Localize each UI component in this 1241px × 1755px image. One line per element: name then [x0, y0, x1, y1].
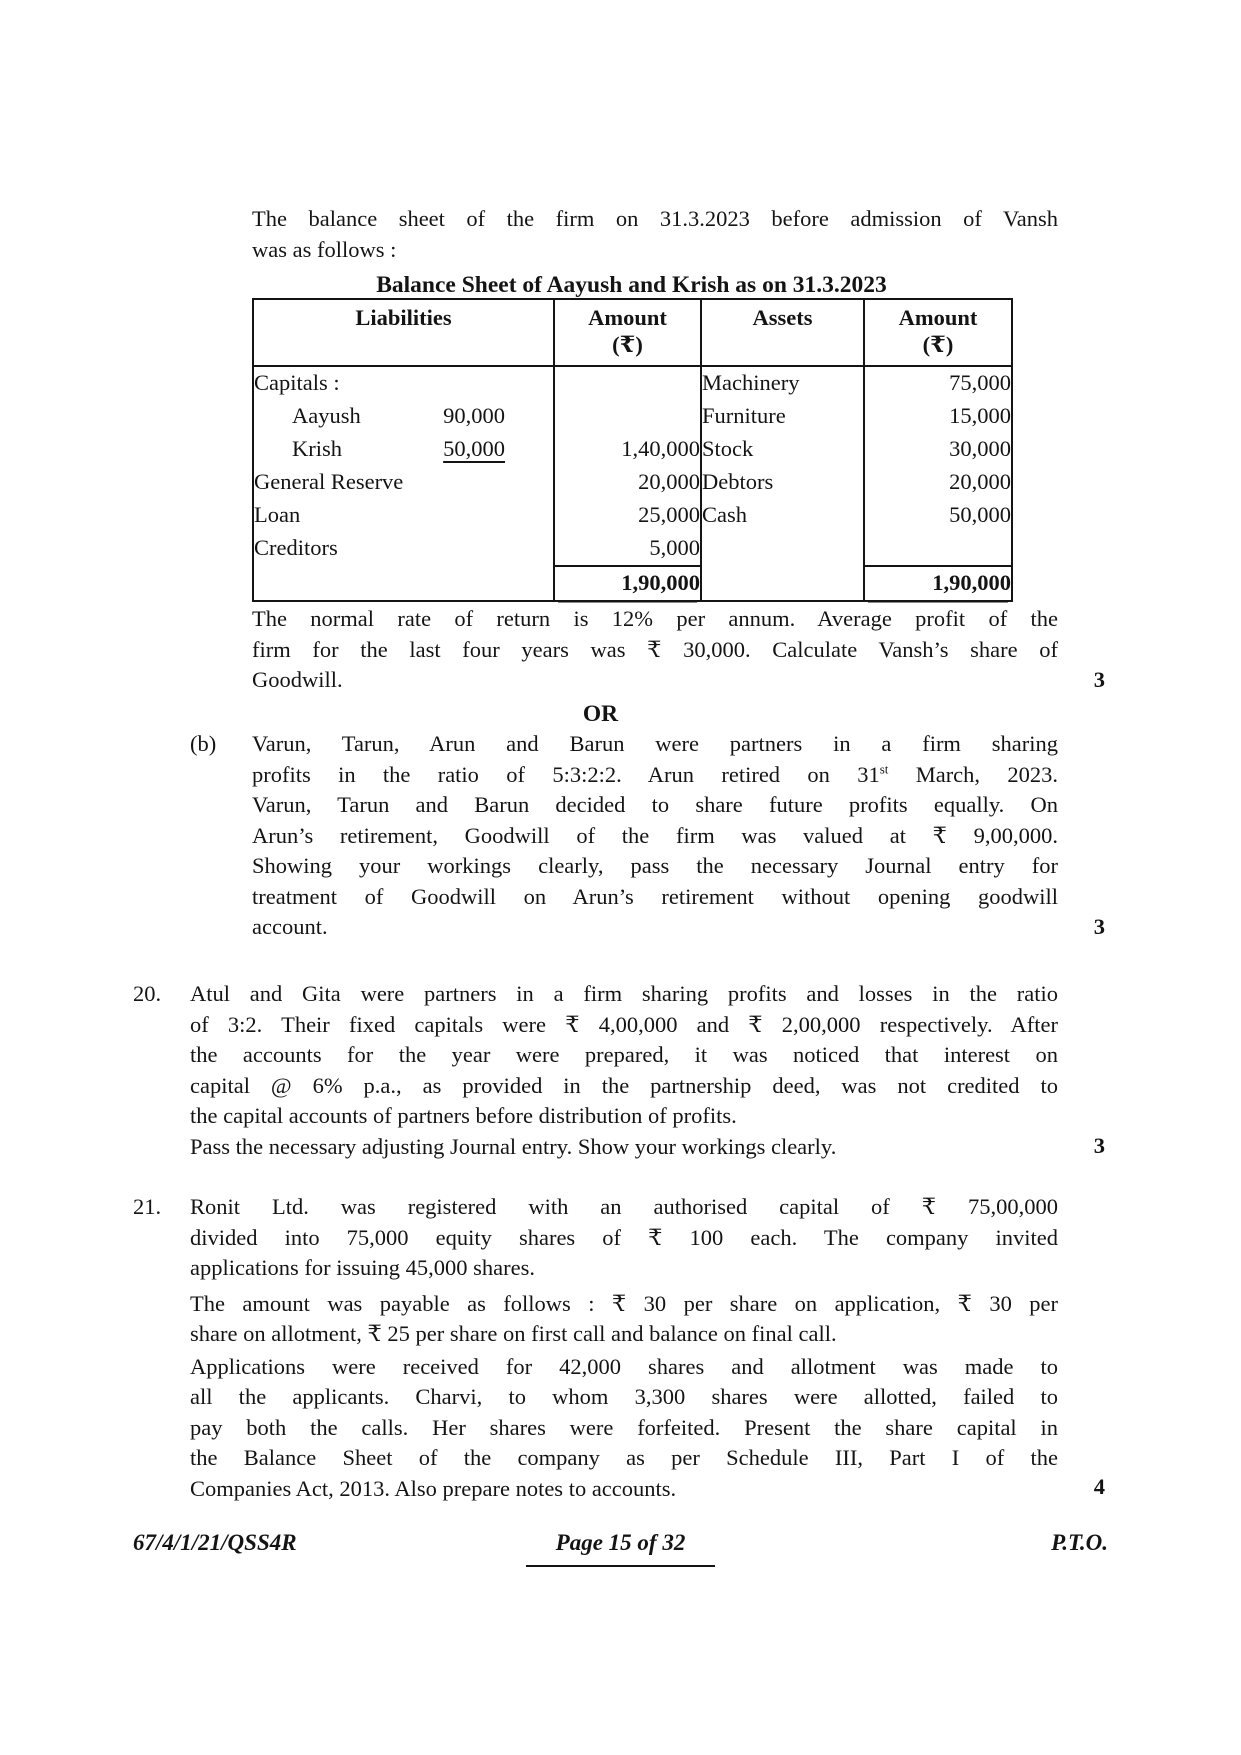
text-line: Showing your workings clearly, pass the necessary Journal entry for — [252, 853, 1058, 878]
text-line: Applications were received for 42,000 shares and allotment was made to — [190, 1353, 1058, 1379]
text-segment: March, 2023. — [888, 761, 1058, 787]
amount-cell — [554, 366, 701, 400]
marks-badge: 4 — [1093, 1474, 1105, 1499]
amount-cell: 20,000 — [864, 466, 1012, 499]
table-row — [253, 466, 1012, 499]
text-line: Varun, Tarun, Arun and Barun were partners in a firm sharing — [252, 731, 1058, 756]
capital-sub-amount: 50,000 — [443, 436, 505, 461]
part-b-label: (b) — [190, 731, 217, 756]
text-line: Ronit Ltd. was registered with an authorised capital of ₹ 75,00,000 — [190, 1194, 1058, 1219]
liability-cell — [253, 400, 554, 433]
asset-cell: Cash — [701, 499, 864, 532]
partner-name: Aayush — [292, 403, 361, 428]
text-segment: profits in the ratio of 5:3:2:2. Arun retired on 31 — [252, 761, 880, 787]
question-20-text — [190, 979, 1058, 1162]
text-line: account. — [252, 914, 328, 939]
text-line: divided into 75,000 equity shares of ₹ 100 each. The company invited — [190, 1224, 1058, 1250]
question-21-number: 21. — [133, 1194, 162, 1219]
text-line: the Balance Sheet of the company as per Schedule III, Part I of the — [190, 1445, 1058, 1470]
text-line: The normal rate of return is 12% per annum. Average profit of the — [252, 606, 1058, 631]
question-20-number: 20. — [133, 981, 162, 1006]
balance-sheet-table — [252, 298, 1013, 602]
text-line: all the applicants. Charvi, to whom 3,300 shares were allotted, failed to — [190, 1384, 1058, 1409]
q19a-question-text — [252, 604, 1058, 696]
or-separator: OR — [582, 701, 619, 727]
amount-cell: 75,000 — [864, 366, 1012, 400]
amount-cell: 1,40,000 — [554, 433, 701, 466]
table-total-row — [253, 566, 1012, 601]
balance-sheet-table-wrap — [252, 298, 1013, 602]
text-line: Pass the necessary adjusting Journal entry. Show your workings clearly. — [190, 1133, 837, 1159]
asset-cell: Stock — [701, 433, 864, 466]
text-line: Arun’s retirement, Goodwill of the firm was valued at ₹ 9,00,000. — [252, 822, 1058, 848]
amount-cell — [864, 532, 1012, 566]
asset-cell: Machinery — [701, 366, 864, 400]
text-line: capital @ 6% p.a., as provided in the partnership deed, was not credited to — [190, 1072, 1058, 1098]
asset-cell: Furniture — [701, 400, 864, 433]
liability-cell: General Reserve — [253, 466, 554, 499]
text-line: Varun, Tarun and Barun decided to share future profits equally. On — [252, 792, 1058, 817]
footer-pto-label: P.T.O. — [1051, 1530, 1108, 1555]
text-line: the capital accounts of partners before distribution of profits. — [190, 1103, 737, 1128]
text-line: pay both the calls. Her shares were forfeited. Present the share capital in — [190, 1414, 1058, 1440]
text-line: Goodwill. — [252, 667, 343, 692]
text-line: applications for issuing 45,000 shares. — [190, 1255, 535, 1280]
text-line: was as follows : — [252, 236, 397, 262]
liability-cell — [253, 566, 554, 601]
liability-cell: Loan — [253, 499, 554, 532]
table-row — [253, 499, 1012, 532]
amount-cell: 50,000 — [864, 499, 1012, 532]
col-header-assets: Assets — [701, 299, 864, 366]
amount-cell: 5,000 — [554, 532, 701, 566]
asset-cell — [701, 566, 864, 601]
table-header-row — [253, 299, 1012, 366]
balance-sheet-title: Balance Sheet of Aayush and Krish as on 31.3.2023 — [376, 272, 887, 298]
q21-paragraph-2 — [190, 1289, 1058, 1350]
text-line — [252, 760, 1058, 791]
table-row — [253, 366, 1012, 400]
amount-cell — [554, 400, 701, 433]
q21-paragraph-1 — [190, 1192, 1058, 1284]
footer-paper-code: 67/4/1/21/QSS4R — [133, 1530, 297, 1555]
q19a-intro — [252, 204, 1058, 265]
part-b-text — [252, 729, 1058, 943]
text-line: Companies Act, 2013. Also prepare notes to accounts. — [190, 1475, 677, 1501]
question-21-text — [190, 1192, 1058, 1504]
table-row — [253, 433, 1012, 466]
table-row — [253, 532, 1012, 566]
marks-badge: 3 — [1093, 1133, 1105, 1158]
col-header-amount-right: Amount (₹) — [864, 299, 1012, 366]
total-amount-right: 1,90,000 — [864, 566, 1012, 601]
text-line: the accounts for the year were prepared, it was noticed that interest on — [190, 1042, 1058, 1067]
text-line: Atul and Gita were partners in a firm sharing profits and losses in the ratio — [190, 981, 1058, 1006]
marks-badge: 3 — [1093, 667, 1105, 692]
amount-cell: 20,000 — [554, 466, 701, 499]
partner-name: Krish — [292, 436, 342, 461]
text-line: share on allotment, ₹ 25 per share on first call and balance on final call. — [190, 1321, 837, 1346]
superscript-st: st — [879, 761, 889, 776]
asset-cell — [701, 532, 864, 566]
col-header-liabilities: Liabilities — [253, 299, 554, 366]
amount-cell: 15,000 — [864, 400, 1012, 433]
liability-cell: Creditors — [253, 532, 554, 566]
table-row — [253, 400, 1012, 433]
text-line: of 3:2. Their fixed capitals were ₹ 4,00,000 and ₹ 2,00,000 respectively. After — [190, 1011, 1058, 1037]
page-number: Page 15 of 32 — [526, 1528, 716, 1567]
col-header-amount-left: Amount (₹) — [554, 299, 701, 366]
marks-badge: 3 — [1093, 914, 1105, 939]
liability-cell: Capitals : — [253, 366, 554, 400]
capital-sub-amount: 90,000 — [443, 403, 505, 428]
amount-cell: 30,000 — [864, 433, 1012, 466]
q21-paragraph-3 — [190, 1352, 1058, 1505]
liability-cell — [253, 433, 554, 466]
amount-cell: 25,000 — [554, 499, 701, 532]
total-amount-left: 1,90,000 — [554, 566, 701, 601]
text-line: firm for the last four years was ₹ 30,000. Calculate Vansh’s share of — [252, 636, 1058, 662]
text-line: treatment of Goodwill on Arun’s retirement without opening goodwill — [252, 883, 1058, 909]
text-line: The amount was payable as follows : ₹ 30 per share on application, ₹ 30 per — [190, 1290, 1058, 1316]
asset-cell: Debtors — [701, 466, 864, 499]
text-line: The balance sheet of the firm on 31.3.2023 before admission of Vansh — [252, 206, 1058, 231]
